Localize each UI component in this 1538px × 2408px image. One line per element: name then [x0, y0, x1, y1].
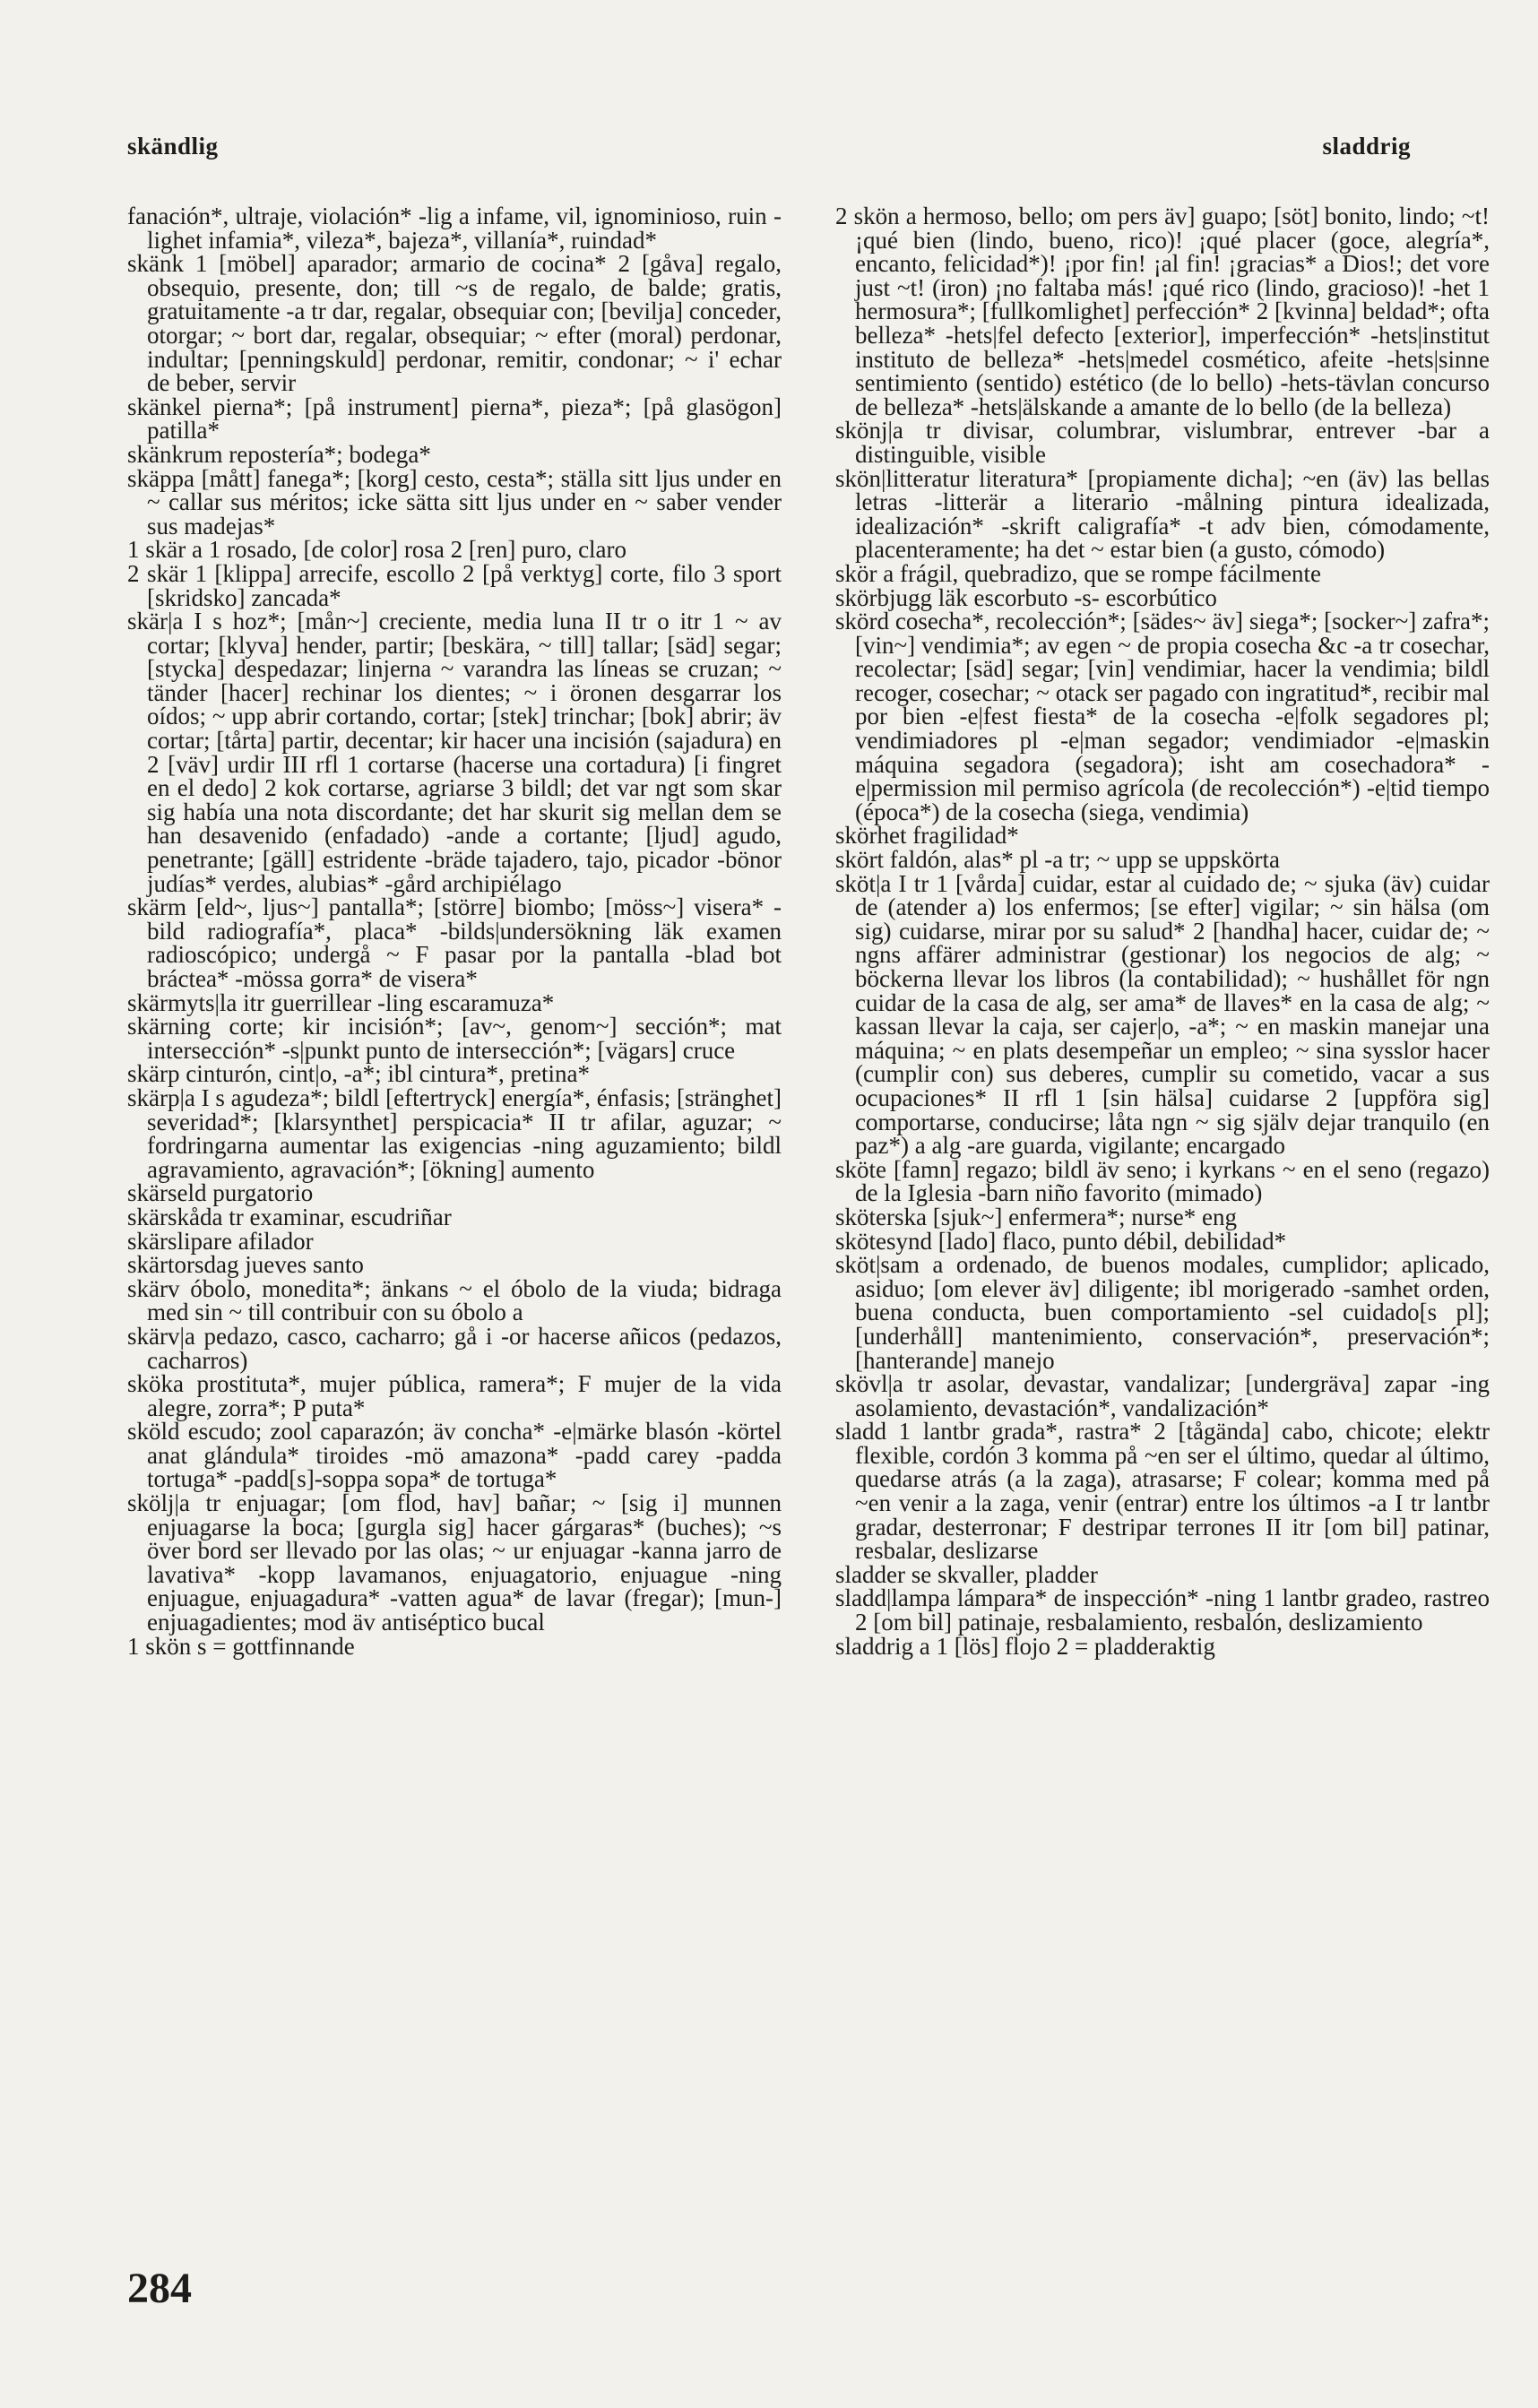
- header-right-guide-word: sladdrig: [1322, 133, 1411, 160]
- entry: skör a frágil, quebradizo, que se rompe fácilmente: [835, 559, 1322, 587]
- entry: 2 skön a hermoso, bello; om pers äv] guapo; [söt] bonito, lindo; ~t! ¡qué bien (lindo, bueno, rico)! ¡qué placer (goce, alegría*, encanto, felicidad*)! ¡por fin! ¡al fin! ¡gracias* a Dios!; det vore just ~t! (iron) ¡no faltaba más! ¡qué rico (lindo, gracioso)! -het 1 hermosura*; [fullkomlighet] perfección* 2 [kvinna] beldad*; ofta belleza* -hets|fel defecto [exterior], imperfección* -hets|institut instituto de belleza* -hets|medel cosmético, afeite -hets|sinne sentimiento (sentido) estético (de lo bello) -hets-tävlan concurso de belleza* -hets|älskande a amante de lo bello (de la belleza): [835, 204, 1490, 420]
- entry: skörd cosecha*, recolección*; [sädes~ äv] siega*; [socker~] zafra*; [vin~] vendimia*; av egen ~ de propia cosecha &c -a tr cosechar, recolectar; [säd] segar; [vin] vendimiar, hacer la vendimia; bildl recoger, cosechar; ~ otack ser pagado con ingratitud*, recibir mal por bien -e|fest fiesta* de la cosecha -e|folk segadores pl; vendimiadores pl -e|man segador; vendimiador -e|maskin máquina segadora (segadora); isht am cosechadora* -e|permission mil permiso agrícola (de recolección*) -e|tid tiempo (época*) de la cosecha (siega, vendimia): [835, 608, 1490, 825]
- entry: sköterska [sjuk~] enfermera*; nurse* eng: [835, 1203, 1237, 1230]
- entry: fanación*, ultraje, violación* -lig a infame, vil, ignominioso, ruin -lighet infamia*, vileza*, bajeza*, villanía*, ruindad*: [127, 204, 782, 254]
- entry: skövl|a tr asolar, devastar, vandalizar; [undergräva] zapar -ing asolamiento, devastación*, vandalización*: [835, 1370, 1490, 1421]
- entry: skön|litteratur literatura* [propiamente dicha]; ~en (äv) las bellas letras -litterär a literario -målning pintura idealizada, idealización* -skrift caligrafía* -t adv bien, cómodamente, placenteramente; ha det ~ estar bien (a gusto, cómodo): [835, 464, 1490, 564]
- entry: skörhet fragilidad*: [835, 822, 1019, 850]
- entry: skärskåda tr examinar, escudriñar: [127, 1203, 452, 1230]
- entry: skärv óbolo, monedita*; änkans ~ el óbolo de la viuda; bidraga med sin ~ till contribuir con su óbolo a: [127, 1274, 782, 1326]
- entry: sladder se skvaller, pladder: [835, 1560, 1098, 1588]
- entry: skört faldón, alas* pl -a tr; ~ upp se uppskörta: [835, 846, 1281, 874]
- entry: skärmyts|la itr guerrillear -ling escaramuza*: [127, 988, 555, 1016]
- entry: 1 skär a 1 rosado, [de color] rosa 2 [ren] puro, claro: [127, 536, 627, 564]
- entry: sladd 1 lantbr grada*, rastra* 2 [tågända] cabo, chicote; elektr flexible, cordón 3 komma på ~en ser el último, quedar al último, quedarse atrás (a la zaga), atrasarse; F colear; komma med på ~en venir a la zaga, venir (entrar) entre los últimos -a I tr lantbr gradar, desterronar; F destripar terrones II itr [om bil] patinar, resbalar, deslizarse: [835, 1418, 1490, 1565]
- left-column: [127, 204, 782, 2248]
- entry: skärning corte; kir incisión*; [av~, genom~] sección*; mat intersección* -s|punkt punto de intersección*; [vägars] cruce: [127, 1013, 782, 1064]
- entry: sköte [famn] regazo; bildl äv seno; i kyrkans ~ en el seno (regazo) de la Iglesia -barn niño favorito (mimado): [835, 1155, 1490, 1207]
- entry: skärtorsdag jueves santo: [127, 1251, 364, 1279]
- entry: skänkrum repostería*; bodega*: [127, 440, 431, 468]
- entry: skölj|a tr enjuagar; [om flod, hav] bañar; ~ [sig i] munnen enjuagarse la boca; [gurgla sig] hacer gárgaras* (buches); ~s över bord ser llevado por las olas; ~ ur enjuagar -kanna jarro de lavativa* -kopp lavamanos, enjuagatorio, enjuague -ning enjuague, enjuagadura* -vatten agua* de lavar (fregar); [mun-] enjuagadientes; mod äv antiséptico bucal: [127, 1489, 782, 1636]
- entry: sladdrig a 1 [lös] flojo 2 = pladderaktig: [835, 1632, 1215, 1660]
- entry: sköt|a I tr 1 [vårda] cuidar, estar al cuidado de; ~ sjuka (äv) cuidar de (atender a) los enfermos; [se efter] vigilar; ~ sin hälsa (om sig) cuidarse, mirar por su salud* 2 [handha] hacer, cuidar de; ~ ngns affärer administrar (gestionar) los negocios de alg; ~ böckerna llevar los libros (la contabilidad); ~ hushållet för ngn cuidar de la casa de alg, ser ama* de llaves* en la casa de alg; ~ kassan llevar la caja, ser cajer|o, -a*; ~ en maskin manejar una máquina; ~ en plats desempeñar un empleo; ~ sina sysslor hacer (cumplir con) sus deberes, cumplir su cometido, vacar a sus ocupaciones* II rfl 1 [sin hälsa] cuidarse 2 [uppföra sig] comportarse, conducirse; låta ngn ~ sig själv dejar tranquilo (en paz*) a alg -are guarda, vigilante; encargado: [835, 869, 1490, 1160]
- entry: sköt|sam a ordenado, de buenos modales, cumplidor; aplicado, asiduo; [om elever äv] diligente; ibl morigerado -samhet orden, buena conducta, buen comportamiento -sel cuidado[s pl]; [underhåll] mantenimiento, conservación*, preservación*; [hanterande] manejo: [835, 1251, 1490, 1374]
- entry: skörbjugg läk escorbuto -s- escorbútico: [835, 583, 1217, 611]
- entry: skärslipare afilador: [127, 1227, 314, 1255]
- header-left-guide-word: skändlig: [127, 133, 219, 160]
- entry: skönj|a tr divisar, columbrar, vislumbrar, entrever -bar a distinguible, visible: [835, 417, 1490, 468]
- entry: skärp|a I s agudeza*; bildl [eftertryck] energía*, énfasis; [stränghet] severidad*; [klarsynthet] perspicacia* II tr afilar, aguzar; ~ fordringarna aumentar las exigencias -ning aguzamiento; bildl agravamiento, agravación*; [ökning] aumento: [127, 1083, 782, 1183]
- entry: skärp cinturón, cint|o, -a*; ibl cintura*, pretina*: [127, 1060, 591, 1088]
- entry: sladd|lampa lámpara* de inspección* -ning 1 lantbr gradeo, rastreo 2 [om bil] patinaje, resbalamiento, resbalón, deslizamiento: [835, 1584, 1490, 1636]
- entry: skärv|a pedazo, casco, cacharro; gå i -or hacerse añicos (pedazos, cacharros): [127, 1322, 782, 1374]
- entry: skärseld purgatorio: [127, 1179, 314, 1207]
- entry: skär|a I s hoz*; [mån~] creciente, media luna II tr o itr 1 ~ av cortar; [klyva] hender, partir; [beskära, ~ till] tallar; [säd] segar; [stycka] despedazar; linjerna ~ varandra las líneas se cruzan; ~ tänder [hacer] rechinar los dientes; ~ i öronen desgarrar los oídos; ~ upp abrir cortando, cortar; [stek] trinchar; [bok] abrir; äv cortar; [tårta] partir, decentar; kir hacer una incisión (sajadura) en 2 [väv] urdir III rfl 1 cortarse (hacerse una cortadura) [i fingret en el dedo] 2 kok cortarse, agriarse 3 bildl; det var ngt som skar sig había una nota discordante; det har skurit sig mellan dem se han desavenido (enfadado) -ande a cortante; [ljud] agudo, penetrante; [gäll] estridente -bräde tajadero, tajo, picador -bönor judías* verdes, alubias* -gård archipiélago: [127, 608, 782, 897]
- entry: 2 skär 1 [klippa] arrecife, escollo 2 [på verktyg] corte, filo 3 sport [skridsko] zancada*: [127, 559, 782, 611]
- entry: 1 skön s = gottfinnande: [127, 1632, 355, 1660]
- entry: skänkel pierna*; [på instrument] pierna*, pieza*; [på glasögon] patilla*: [127, 393, 782, 444]
- page-number: 284: [127, 2265, 192, 2312]
- entry: skärm [eld~, ljus~] pantalla*; [större] biombo; [möss~] visera* -bild radiografía*, placa* -bilds|undersökning läk examen radioscópico; undergå ~ F pasar por la pantalla -blad bot bráctea* -mössa gorra* de visera*: [127, 893, 782, 992]
- entry: sköka prostituta*, mujer pública, ramera*; F mujer de la vida alegre, zorra*; P puta*: [127, 1370, 782, 1421]
- entry: sköld escudo; zool caparazón; äv concha* -e|märke blasón -körtel anat glándula* tiroides -mö amazona* -padd carey -padda tortuga* -padd[s]-soppa sopa* de tortuga*: [127, 1418, 782, 1493]
- right-column: [835, 204, 1490, 2248]
- entry: skäppa [mått] fanega*; [korg] cesto, cesta*; ställa sitt ljus under en ~ callar sus méritos; icke sätta sitt ljus under en ~ saber vender sus madejas*: [127, 464, 782, 539]
- entry: skötesynd [lado] flaco, punto débil, debilidad*: [835, 1227, 1287, 1255]
- entry: skänk 1 [möbel] aparador; armario de cocina* 2 [gåva] regalo, obsequio, presente, don; till ~s de regalo, de balde; gratis, gratuitamente -a tr dar, regalar, obsequiar con; [bevilja] conceder, otorgar; ~ bort dar, regalar, obsequiar; ~ efter (moral) perdonar, indultar; [penningskuld] perdonar, remitir, condonar; ~ i' echar de beber, servir: [127, 250, 782, 397]
